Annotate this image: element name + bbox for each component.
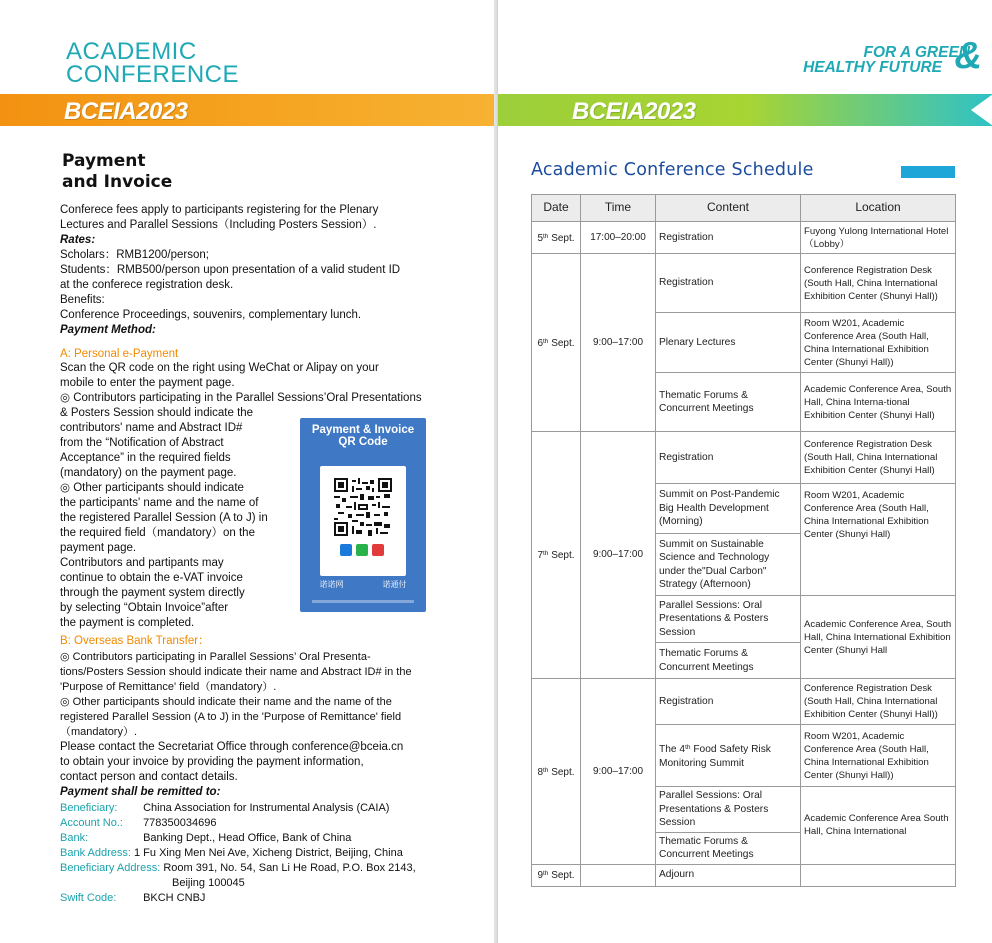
contact-line: Please contact the Secretariat Office through conference@bceia.cn <box>60 741 404 753</box>
location-cell: Room W201, Academic Conference Area (South Hall, China International Exhibition Center (Shunyi Hall)) <box>801 313 956 373</box>
section-b-title: B: Overseas Bank Transfer： <box>60 635 210 647</box>
table-header-row <box>532 195 956 222</box>
bceia-logo: BCEIA2023 <box>572 98 696 125</box>
section-b-line: 'Purpose of Remittance' field（mandatory）. <box>60 681 277 693</box>
unionpay-icon <box>372 544 384 556</box>
location-cell: Academic Conference Area, South Hall, China Interna-tional Exhibition Center (Shunyi Hall) <box>801 373 956 432</box>
qr-card-footer <box>312 600 414 603</box>
qr-card-title: Payment & Invoice QR Code <box>311 424 415 448</box>
content-cell: Thematic Forums & Concurrent Meetings <box>656 373 801 432</box>
date-cell: 7th Sept. <box>532 432 581 679</box>
section-a-line: ◎ Other participants should indicate <box>60 482 244 494</box>
section-a-line: (mandatory) on the payment page. <box>60 467 237 479</box>
schedule-table <box>531 194 956 887</box>
remit-label: Payment shall be remitted to: <box>60 786 221 798</box>
table-row <box>532 254 956 313</box>
time-cell <box>581 864 656 886</box>
content-cell: Parallel Sessions: Oral Presentations & Posters Session <box>656 787 801 833</box>
section-a-line: Contributors and partipants may <box>60 557 224 569</box>
intro-line: Conferece fees apply to participants registering for the Plenary <box>60 204 379 216</box>
date-cell: 8th Sept. <box>532 679 581 865</box>
section-a-line: from the “Notification of Abstract <box>60 437 224 449</box>
section-a-line: the required field（mandatory）on the <box>60 527 255 539</box>
section-a-line: the participants' name and the name of <box>60 497 259 509</box>
content-cell: Parallel Sessions: Oral Presentations & Posters Session <box>656 596 801 643</box>
beneficiary-address-line: Beijing 100045 <box>172 877 245 889</box>
date-cell: 5th Sept. <box>532 222 581 254</box>
content-cell: Summit on Post-Pandemic Big Health Development (Morning) <box>656 484 801 534</box>
section-a-line: contributors' name and Abstract ID# <box>60 422 243 434</box>
col-header-date: Date <box>532 195 581 222</box>
title-accent-bar <box>901 166 955 178</box>
time-cell: 9:00–17:00 <box>581 254 656 432</box>
section-a-title: A: Personal e-Payment <box>60 348 179 360</box>
section-a-line: Acceptance” in the required fields <box>60 452 231 464</box>
benefits-text: Conference Proceedings, souvenirs, complementary lunch. <box>60 309 362 321</box>
content-cell: Registration <box>656 432 801 484</box>
right-page <box>498 0 992 943</box>
table-row <box>532 679 956 725</box>
col-header-location: Location <box>801 195 956 222</box>
location-cell: Academic Conference Area, South Hall, China International Exhibition Center (Shunyi Hall <box>801 596 956 679</box>
students-rate: at the conferece registration desk. <box>60 279 234 291</box>
location-cell <box>801 864 956 886</box>
col-header-time: Time <box>581 195 656 222</box>
time-cell: 9:00–17:00 <box>581 679 656 865</box>
content-cell: The 4th Food Safety Risk Monitoring Summit <box>656 725 801 787</box>
location-cell: Conference Registration Desk (South Hall, China International Exhibition Center (Shunyi Hall)) <box>801 254 956 313</box>
location-cell: Room W201, Academic Conference Area (South Hall, China International Exhibition Center (Shunyi Hall)) <box>801 725 956 787</box>
content-cell: Summit on Sustainable Science and Technology under the"Dual Carbon" Strategy (Afternoon) <box>656 534 801 596</box>
content-cell: Plenary Lectures <box>656 313 801 373</box>
time-cell: 17:00–20:00 <box>581 222 656 254</box>
bank-row: Bank: Banking Dept., Head Office, Bank of China <box>60 832 352 844</box>
table-row <box>532 864 956 886</box>
schedule-title: Academic Conference Schedule <box>531 160 814 180</box>
date-cell: 6th Sept. <box>532 254 581 432</box>
section-a-line: & Posters Session should indicate the <box>60 407 254 419</box>
section-a-line: by selecting “Obtain Invoice”after <box>60 602 229 614</box>
payment-heading: Payment and Invoice <box>62 151 173 192</box>
location-cell: Conference Registration Desk (South Hall, China International Exhibition Center (Shunyi Hall) <box>801 432 956 484</box>
content-cell: Adjourn <box>656 864 801 886</box>
alipay-icon <box>340 544 352 556</box>
scholars-rate: Scholars：RMB1200/person; <box>60 249 209 261</box>
location-cell: Academic Conference Area South Hall, China International <box>801 787 956 865</box>
location-cell: Conference Registration Desk (South Hall, China International Exhibition Center (Shunyi Hall)) <box>801 679 956 725</box>
payment-logos <box>340 544 388 558</box>
section-a-line: the payment is completed. <box>60 617 195 629</box>
content-cell: Registration <box>656 254 801 313</box>
table-row <box>532 432 956 484</box>
rates-label: Rates: <box>60 234 96 246</box>
section-a-line: Scan the QR code on the right using WeChat or Alipay on your <box>60 362 379 374</box>
left-page <box>0 0 494 943</box>
section-b-line: ◎ Contributors participating in Parallel Sessions’ Oral Presenta- <box>60 651 371 663</box>
students-rate: Students：RMB500/person upon presentation of a valid student ID <box>60 264 401 276</box>
section-a-line: continue to obtain the e-VAT invoice <box>60 572 243 584</box>
section-b-line: （mandatory）. <box>60 726 138 738</box>
benefits-label: Benefits: <box>60 294 105 306</box>
beneficiary-row: Beneficiary: China Association for Instrumental Analysis (CAIA) <box>60 802 390 814</box>
payment-qr-card[interactable] <box>300 418 426 612</box>
date-cell: 9th Sept. <box>532 864 581 886</box>
section-b-line: ◎ Other participants should indicate their name and the name of the <box>60 696 392 708</box>
bank-address-row: Bank Address: 1 Fu Xing Men Nei Ave, Xicheng District, Beijing, China <box>60 847 403 859</box>
content-cell: Thematic Forums & Concurrent Meetings <box>656 643 801 679</box>
content-cell: Registration <box>656 679 801 725</box>
table-row <box>532 222 956 254</box>
time-cell: 9:00–17:00 <box>581 432 656 679</box>
content-cell: Registration <box>656 222 801 254</box>
slogan: FOR A GREEN HEALTHY FUTURE <box>803 44 970 76</box>
section-b-line: tions/Posters Session should indicate their name and Abstract ID# in the <box>60 666 412 678</box>
section-b-line: registered Parallel Session (A to J) in the 'Purpose of Remittance' field <box>60 711 402 723</box>
qr-brand-row <box>300 578 426 592</box>
payment-method-label: Payment Method: <box>60 324 156 336</box>
section-a-line: payment page. <box>60 542 137 554</box>
contact-line: contact person and contact details. <box>60 771 238 783</box>
qr-code-icon[interactable] <box>334 478 392 536</box>
slogan-ampersand: & <box>954 35 982 77</box>
section-a-line: mobile to enter the payment page. <box>60 377 235 389</box>
band-arrow-tip <box>971 94 992 126</box>
section-title: ACADEMIC CONFERENCE <box>66 38 240 88</box>
section-a-line: the registered Parallel Session (A to J) in <box>60 512 268 524</box>
section-a-line: through the payment system directly <box>60 587 245 599</box>
bceia-logo: BCEIA2023 <box>64 98 188 125</box>
location-cell: Room W201, Academic Conference Area (South Hall, China International Exhibition Center (Shunyi Hall) <box>801 484 956 596</box>
intro-line: Lectures and Parallel Sessions（Including Posters Session）. <box>60 219 377 231</box>
location-cell: Fuyong Yulong International Hotel（Lobby） <box>801 222 956 254</box>
qr-panel <box>320 466 406 576</box>
col-header-content: Content <box>656 195 801 222</box>
contact-line: to obtain your invoice by providing the payment information, <box>60 756 364 768</box>
account-row: Account No.: 778350034696 <box>60 817 217 829</box>
wechat-pay-icon <box>356 544 368 556</box>
swift-row: Swift Code: BKCH CNBJ <box>60 892 206 904</box>
beneficiary-address-row: Beneficiary Address: Room 391, No. 54, San Li He Road, P.O. Box 2143, <box>60 862 416 874</box>
section-a-line: ◎ Contributors participating in the Parallel Sessions’Oral Presentations <box>60 392 422 404</box>
nuonuo-logo: 诺诺网 <box>319 580 344 589</box>
content-cell: Thematic Forums & Concurrent Meetings <box>656 832 801 864</box>
nuotong-logo: 诺通付 <box>382 580 407 589</box>
